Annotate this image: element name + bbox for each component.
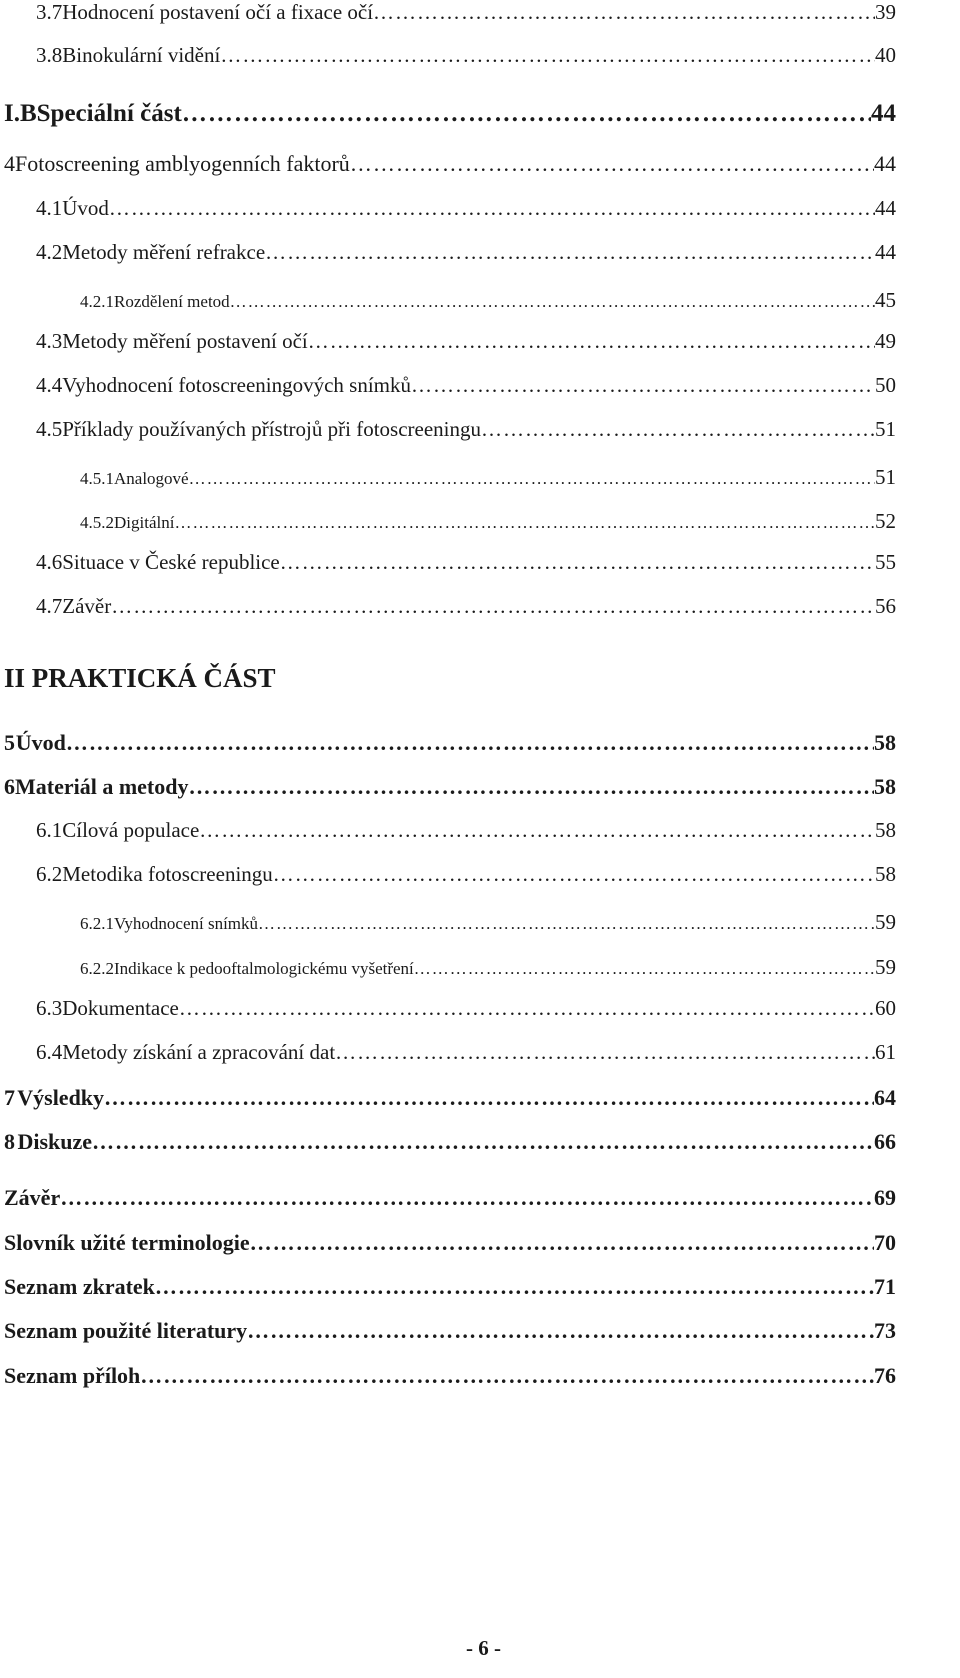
toc-title: Úvod [62, 196, 109, 220]
toc-number: 7 [4, 1085, 15, 1110]
toc-page-number: 50 [875, 373, 896, 397]
toc-number: 4 [4, 151, 15, 176]
toc-title: Příklady používaných přístrojů při fotoscreeningu [62, 417, 481, 441]
toc-title: Seznam příloh [4, 1363, 141, 1388]
toc-leader-dots [265, 242, 875, 263]
toc-title: Vyhodnocení fotoscreeningových snímků [62, 373, 412, 397]
toc-entry-slovnik[interactable] [4, 1232, 896, 1254]
toc-title: Závěr [62, 594, 112, 618]
toc-number: 4.5.1 [80, 469, 114, 488]
toc-title: Fotoscreening amblyogenních faktorů [15, 151, 350, 176]
toc-leader-dots [60, 1187, 874, 1209]
toc-title: Slovník užité terminologie [4, 1230, 250, 1255]
toc-number: 4.6 [36, 550, 63, 574]
toc-entry-i-b[interactable] [4, 101, 896, 126]
toc-title: Závěr [4, 1185, 61, 1210]
toc-number: 3.7 [36, 0, 63, 24]
toc-entry-4-7[interactable] [36, 596, 896, 617]
page-number-footer: - 6 - [466, 1636, 501, 1660]
toc-number: 4.3 [36, 329, 63, 353]
toc-leader-dots [189, 776, 875, 798]
toc-title: Seznam použité literatury [4, 1318, 248, 1343]
toc-leader-dots [411, 375, 875, 396]
toc-entry-4-6[interactable] [36, 552, 896, 573]
toc-leader-dots [109, 198, 875, 219]
toc-page-number: 49 [875, 329, 896, 353]
toc-leader-dots [111, 596, 875, 617]
toc-leader-dots [199, 820, 875, 841]
toc-entry-4-2[interactable] [36, 242, 896, 263]
toc-entry-4-3[interactable] [36, 331, 896, 352]
toc-leader-dots [189, 470, 875, 487]
toc-entry-zaver[interactable] [4, 1187, 896, 1209]
toc-number: 8 [4, 1129, 15, 1154]
toc-title: Materiál a metody [15, 774, 189, 799]
toc-number: 4.5 [36, 417, 63, 441]
toc-entry-4-5-2[interactable] [80, 511, 896, 532]
toc-page-number: 44 [874, 151, 896, 176]
toc-title: Výsledky [17, 1085, 105, 1110]
toc-title: Digitální [114, 513, 175, 532]
toc-leader-dots [174, 514, 875, 531]
toc-leader-dots [140, 1365, 874, 1387]
toc-page-number: 55 [875, 550, 896, 574]
toc-page-number: 45 [875, 288, 896, 312]
toc-title: Hodnocení postavení očí a fixace očí [62, 0, 374, 24]
toc-title: Situace v České republice [62, 550, 280, 574]
toc-page-number: 58 [875, 818, 896, 842]
toc-title: Metody měření refrakce [62, 240, 266, 264]
toc-leader-dots [308, 331, 875, 352]
toc-entry-6-2-1[interactable] [80, 912, 896, 933]
toc-leader-dots [182, 101, 871, 126]
toc-title: Dokumentace [62, 996, 179, 1020]
toc-leader-dots [250, 1232, 874, 1254]
toc-leader-dots [92, 1131, 874, 1153]
toc-title: Seznam zkratek [4, 1274, 155, 1299]
toc-number: 5 [4, 730, 15, 755]
toc-page-number: 56 [875, 594, 896, 618]
toc-entry-4-2-1[interactable] [80, 290, 896, 311]
toc-number: 4.4 [36, 373, 63, 397]
toc-number: 6.3 [36, 996, 63, 1020]
toc-page-number: 44 [875, 240, 896, 264]
toc-number: 6 [4, 774, 15, 799]
toc-number: 4.2 [36, 240, 63, 264]
toc-entry-4-5[interactable] [36, 419, 896, 440]
toc-number: 3.8 [36, 43, 63, 67]
toc-title: Binokulární vidění [62, 43, 221, 67]
toc-title: Úvod [15, 730, 66, 755]
toc-number: 4.7 [36, 594, 63, 618]
toc-number: 6.2.2 [80, 959, 114, 978]
toc-page-number: 73 [874, 1318, 896, 1343]
toc-leader-dots [335, 1042, 875, 1063]
toc-leader-dots [179, 998, 875, 1019]
toc-number: 4.5.2 [80, 513, 114, 532]
toc-title: Metody měření postavení očí [62, 329, 308, 353]
toc-entry-seznam-priloh[interactable] [4, 1365, 896, 1387]
toc-page-number: 44 [871, 100, 896, 127]
toc-title: Analogové [114, 469, 189, 488]
toc-number: 6.1 [36, 818, 63, 842]
toc-leader-dots [155, 1276, 874, 1298]
toc-entry-4-1[interactable] [36, 198, 896, 219]
toc-title: Rozdělení metod [114, 292, 230, 311]
toc-page-number: 51 [875, 417, 896, 441]
toc-entry-6-2[interactable] [36, 864, 896, 885]
toc-entry-4-5-1[interactable] [80, 467, 896, 488]
toc-entry-6-3[interactable] [36, 998, 896, 1019]
toc-page-number: 64 [874, 1085, 896, 1110]
toc-entry-6[interactable] [4, 776, 896, 798]
toc-page-number: 58 [874, 730, 896, 755]
toc-page-number: 40 [875, 43, 896, 67]
toc-page-number: 39 [875, 0, 896, 24]
toc-entry-seznam-zkratek[interactable] [4, 1276, 896, 1298]
toc-title: Vyhodnocení snímků [114, 914, 259, 933]
toc-title: Metodika fotoscreeningu [62, 862, 273, 886]
toc-page-number: 66 [874, 1129, 896, 1154]
toc-entry-3-8[interactable] [36, 45, 896, 66]
toc-page-number: 51 [875, 465, 896, 489]
toc-number: 6.4 [36, 1040, 63, 1064]
toc-leader-dots [273, 864, 875, 885]
toc-entry-6-4[interactable] [36, 1042, 896, 1063]
toc-title: Metody získání a zpracování dat [62, 1040, 336, 1064]
toc-entry-seznam-literatury[interactable] [4, 1320, 896, 1342]
toc-entry-4-4[interactable] [36, 375, 896, 396]
toc-entry-5[interactable] [4, 732, 896, 754]
toc-title: Diskuze [17, 1129, 93, 1154]
toc-page-number: 70 [874, 1230, 896, 1255]
toc-page-number: 44 [875, 196, 896, 220]
toc-number: 4.2.1 [80, 292, 114, 311]
toc-leader-dots [66, 732, 874, 754]
toc-page-number: 58 [875, 862, 896, 886]
toc-leader-dots [258, 915, 875, 932]
toc-entry-3-7[interactable] [36, 2, 896, 23]
toc-title: Speciální část [36, 100, 182, 127]
toc-page-number: 59 [875, 955, 896, 979]
toc-entry-8[interactable] [4, 1131, 896, 1153]
toc-leader-dots [280, 552, 875, 573]
toc-page-number: 60 [875, 996, 896, 1020]
toc-page-number: 59 [875, 910, 896, 934]
toc-number: I.B [4, 100, 37, 127]
toc-title: Cílová populace [62, 818, 200, 842]
toc-leader-dots [230, 293, 875, 310]
toc-entry-4[interactable] [4, 153, 896, 175]
toc-leader-dots [104, 1087, 874, 1109]
toc-leader-dots [247, 1320, 874, 1342]
toc-leader-dots [220, 45, 875, 66]
toc-page-number: 52 [875, 509, 896, 533]
toc-leader-dots [414, 960, 875, 977]
toc-page-number: 61 [875, 1040, 896, 1064]
toc-page-number: 76 [874, 1363, 896, 1388]
toc-entry-6-2-2[interactable] [80, 957, 896, 978]
toc-entry-6-1[interactable] [36, 820, 896, 841]
toc-page-number: 58 [874, 774, 896, 799]
toc-number: 6.2.1 [80, 914, 114, 933]
toc-page-number: 69 [874, 1185, 896, 1210]
toc-title: Indikace k pedooftalmologickému vyšetření [114, 959, 414, 978]
toc-number: 6.2 [36, 862, 63, 886]
toc-leader-dots [373, 2, 875, 23]
toc-number: 4.1 [36, 196, 63, 220]
toc-page-number: 71 [874, 1274, 896, 1299]
toc-entry-7[interactable] [4, 1087, 896, 1109]
toc-leader-dots [350, 153, 874, 175]
toc-leader-dots [481, 419, 875, 440]
part-heading: II PRAKTICKÁ ČÁST [4, 663, 276, 693]
